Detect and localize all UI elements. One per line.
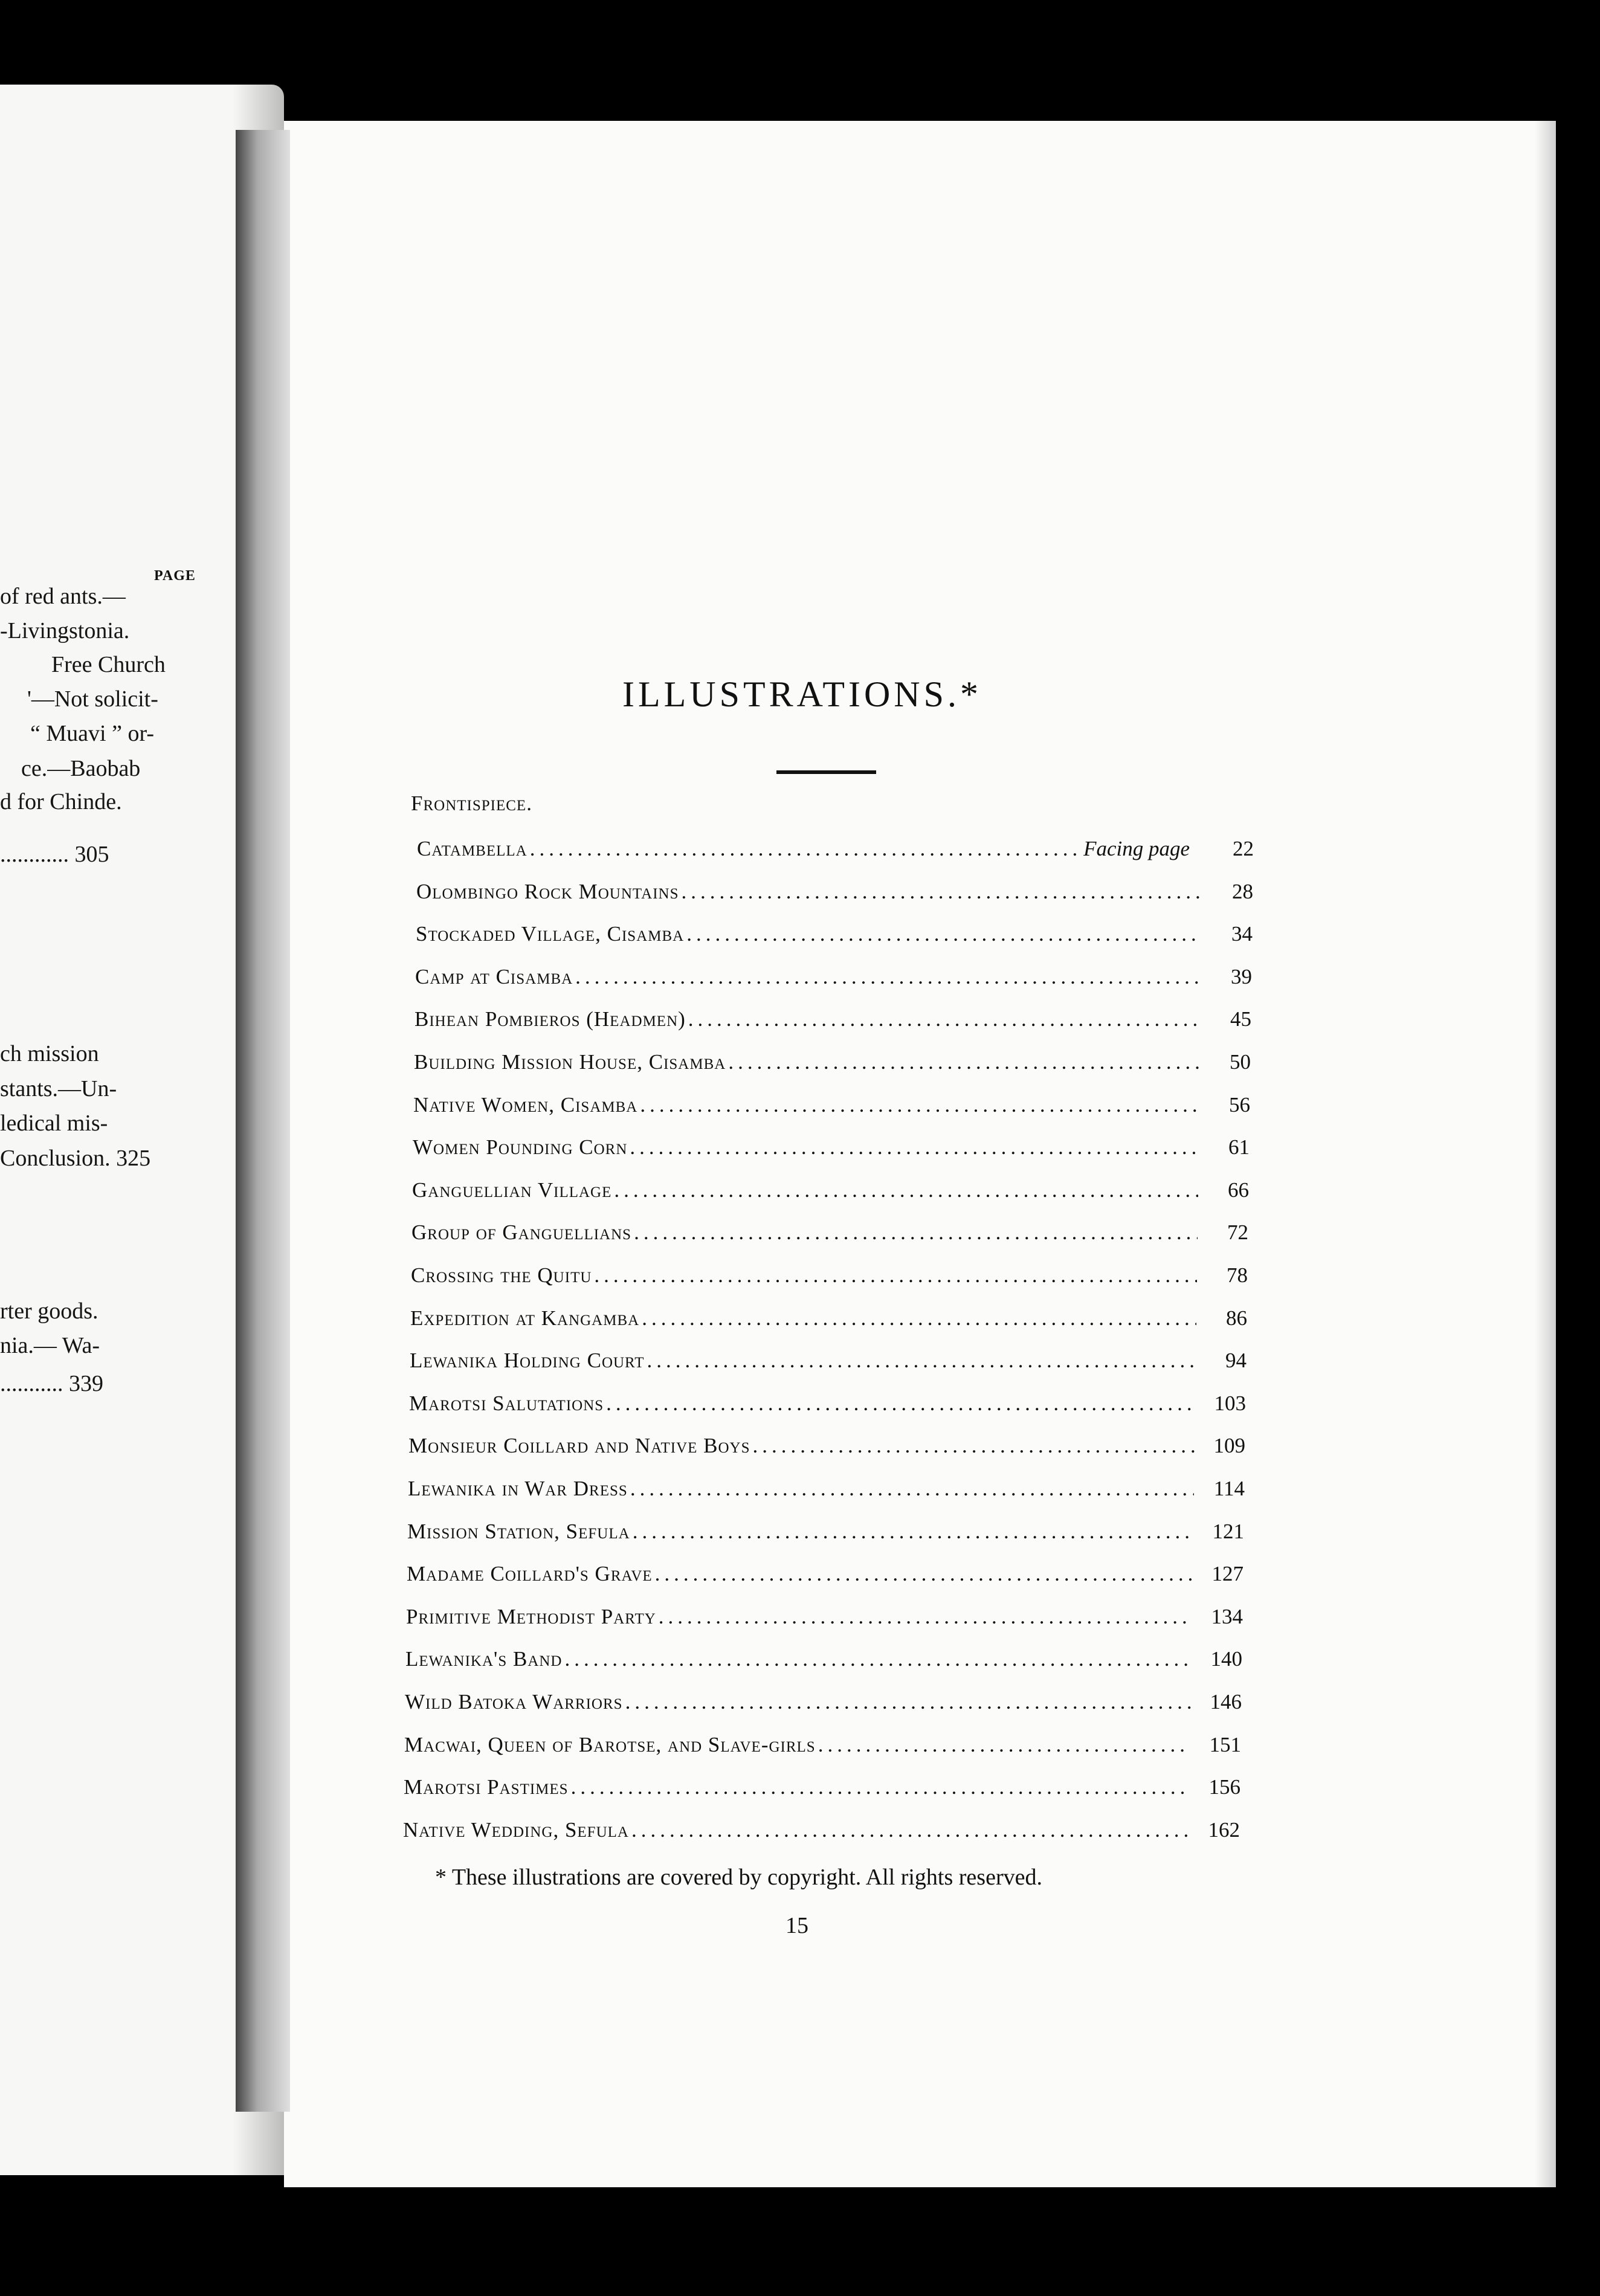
page-reference: 45 bbox=[1230, 1007, 1251, 1031]
dot-leader bbox=[688, 1007, 1201, 1031]
list-item bbox=[408, 1434, 1245, 1470]
illustration-title: Expedition at Kangamba bbox=[410, 1306, 640, 1330]
dot-leader bbox=[818, 1733, 1190, 1757]
list-item bbox=[411, 1221, 1248, 1257]
facing-page-label: Facing page bbox=[1083, 837, 1190, 860]
page-reference: 140 bbox=[1210, 1647, 1242, 1671]
illustration-title: Monsieur Coillard and Native Boys bbox=[408, 1434, 750, 1458]
left-page-line: Conclusion. 325 bbox=[0, 1146, 151, 1171]
page-reference: 39 bbox=[1231, 964, 1252, 988]
list-item bbox=[414, 1050, 1251, 1086]
list-item bbox=[413, 1135, 1250, 1172]
list-item bbox=[404, 1775, 1240, 1811]
list-item bbox=[416, 922, 1253, 958]
illustration-title: Marotsi Pastimes bbox=[404, 1775, 569, 1799]
page-reference: 56 bbox=[1229, 1092, 1250, 1117]
page-reference: 156 bbox=[1208, 1775, 1240, 1799]
page-reference: 121 bbox=[1212, 1519, 1244, 1543]
dot-leader bbox=[634, 1221, 1198, 1245]
dot-leader bbox=[631, 1818, 1189, 1842]
left-page-line: ch mission bbox=[0, 1041, 99, 1066]
page-reference: 114 bbox=[1213, 1477, 1245, 1500]
list-item bbox=[415, 965, 1252, 1001]
dot-leader bbox=[565, 1647, 1192, 1671]
left-page-line: ........... 339 bbox=[0, 1371, 103, 1396]
page-reference: 103 bbox=[1214, 1391, 1246, 1415]
page-title: ILLUSTRATIONS.* bbox=[622, 674, 982, 714]
list-item bbox=[408, 1477, 1245, 1513]
right-page-edge bbox=[1535, 121, 1556, 2187]
dot-leader bbox=[630, 1477, 1194, 1501]
left-page-line: nia.— Wa- bbox=[0, 1333, 100, 1358]
list-item bbox=[411, 1263, 1248, 1300]
left-page-line: '—Not solicit- bbox=[27, 686, 158, 712]
page-reference: 127 bbox=[1211, 1562, 1244, 1586]
page-reference: 50 bbox=[1230, 1050, 1251, 1074]
dot-leader bbox=[530, 837, 1081, 861]
left-page-line: of red ants.— bbox=[0, 584, 126, 609]
page-reference: 94 bbox=[1225, 1349, 1247, 1373]
illustration-title: Primitive Methodist Party bbox=[406, 1604, 656, 1628]
title-rule bbox=[776, 770, 876, 774]
illustration-title: Wild Batoka Warriors bbox=[405, 1690, 623, 1714]
illustration-title: Bihean Pombieros (Headmen) bbox=[415, 1007, 686, 1031]
page-reference: 134 bbox=[1211, 1604, 1243, 1628]
list-item bbox=[412, 1178, 1249, 1214]
left-page-line: d for Chinde. bbox=[0, 789, 122, 814]
frontispiece-label: Frontispiece. bbox=[411, 792, 532, 815]
dot-leader bbox=[728, 1050, 1200, 1074]
page-reference: 86 bbox=[1226, 1306, 1247, 1330]
illustration-title: Ganguellian Village bbox=[412, 1178, 612, 1202]
dot-leader bbox=[642, 1306, 1196, 1330]
left-page-line: -Livingstonia. bbox=[0, 618, 130, 643]
illustration-title: Group of Ganguellians bbox=[411, 1221, 632, 1245]
left-page-line: rter goods. bbox=[0, 1298, 98, 1324]
illustration-title: Camp at Cisamba bbox=[415, 964, 573, 988]
illustration-title: Mission Station, Sefula bbox=[407, 1519, 630, 1543]
dot-leader bbox=[659, 1605, 1192, 1629]
illustration-title: Crossing the Quitu bbox=[411, 1263, 592, 1287]
page-reference: 109 bbox=[1213, 1434, 1245, 1458]
left-page-line: “ Muavi ” or- bbox=[30, 721, 154, 746]
illustration-title: Women Pounding Corn bbox=[413, 1135, 628, 1159]
page-reference: 146 bbox=[1210, 1690, 1242, 1714]
illustration-title: Native Women, Cisamba bbox=[413, 1092, 638, 1117]
dot-leader bbox=[614, 1178, 1198, 1202]
page-reference: 28 bbox=[1232, 879, 1253, 903]
left-page-line: Free Church bbox=[51, 652, 166, 677]
left-page-line: ledical mis- bbox=[0, 1111, 108, 1136]
illustration-title: Lewanika Holding Court bbox=[410, 1349, 645, 1373]
list-item bbox=[403, 1818, 1240, 1854]
illustration-title: Marotsi Salutations bbox=[409, 1391, 604, 1415]
page-reference: 66 bbox=[1228, 1178, 1249, 1202]
dot-leader bbox=[753, 1434, 1195, 1458]
dot-leader bbox=[575, 965, 1201, 989]
illustration-title: Stockaded Village, Cisamba bbox=[416, 922, 685, 946]
footnote: * These illustrations are covered by copyright. All rights reserved. bbox=[435, 1865, 1042, 1890]
left-page-line: stants.—Un- bbox=[0, 1076, 117, 1101]
list-item bbox=[405, 1647, 1242, 1683]
list-item bbox=[410, 1349, 1247, 1385]
list-item bbox=[407, 1562, 1244, 1598]
left-page-line: ce.—Baobab bbox=[21, 756, 141, 781]
dot-leader bbox=[625, 1690, 1191, 1714]
list-item bbox=[410, 1306, 1247, 1343]
page-reference: 22 bbox=[1233, 837, 1254, 860]
book-gutter bbox=[236, 130, 290, 2112]
illustration-title: Macwai, Queen of Barotse, and Slave-girls bbox=[404, 1732, 816, 1756]
dot-leader bbox=[630, 1135, 1199, 1159]
illustration-title: Olombingo Rock Mountains bbox=[416, 879, 679, 903]
illustration-title: Native Wedding, Sefula bbox=[403, 1817, 629, 1842]
dot-leader bbox=[594, 1263, 1197, 1288]
dot-leader bbox=[640, 1093, 1199, 1117]
illustration-title: Catambella bbox=[417, 837, 527, 860]
list-item bbox=[405, 1690, 1242, 1726]
page-number: 15 bbox=[785, 1913, 808, 1938]
dot-leader bbox=[686, 922, 1202, 946]
list-item bbox=[417, 837, 1254, 873]
list-item bbox=[416, 880, 1253, 916]
illustration-title: Madame Coillard's Grave bbox=[407, 1562, 653, 1586]
page-reference: 34 bbox=[1231, 922, 1253, 946]
dot-leader bbox=[647, 1349, 1196, 1373]
page-reference: 162 bbox=[1208, 1817, 1240, 1842]
left-page-label: PAGE bbox=[154, 568, 196, 584]
list-item bbox=[407, 1520, 1244, 1556]
list-item bbox=[404, 1733, 1241, 1769]
illustration-title: Lewanika's Band bbox=[405, 1647, 563, 1671]
page-reference: 151 bbox=[1209, 1732, 1241, 1756]
page-reference: 61 bbox=[1228, 1135, 1250, 1159]
illustration-title: Building Mission House, Cisamba bbox=[414, 1050, 726, 1074]
page-reference: 78 bbox=[1227, 1263, 1248, 1287]
left-page-line: ............ 305 bbox=[0, 842, 109, 867]
dot-leader bbox=[682, 880, 1202, 904]
list-item bbox=[409, 1391, 1246, 1428]
list-item bbox=[413, 1093, 1250, 1129]
dot-leader bbox=[571, 1775, 1190, 1799]
dot-leader bbox=[655, 1562, 1193, 1586]
dot-leader bbox=[633, 1520, 1193, 1544]
list-item bbox=[415, 1007, 1251, 1043]
page-reference: 72 bbox=[1227, 1221, 1248, 1245]
illustration-title: Lewanika in War Dress bbox=[408, 1477, 628, 1500]
list-item bbox=[406, 1605, 1243, 1641]
dot-leader bbox=[606, 1391, 1195, 1416]
